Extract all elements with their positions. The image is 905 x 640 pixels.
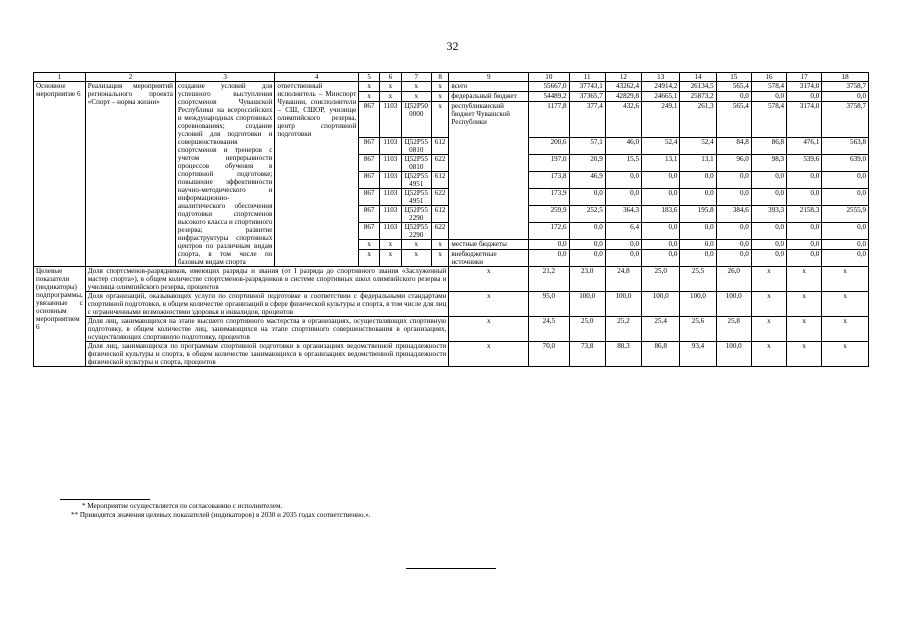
amount-value: 384,6	[716, 206, 751, 223]
indicators-heading: Целевые показатели (индикаторы) подпрограммы, увязанные с основным мероприятием 6	[34, 267, 86, 367]
indicator-value: 86,8	[642, 342, 680, 367]
amount-value: 259,9	[529, 206, 569, 223]
budget-code-section: 1103	[380, 138, 402, 155]
indicator-value: 80,3	[605, 342, 641, 367]
amount-value: 55667,0	[529, 82, 569, 92]
column-number-12: 12	[605, 73, 641, 82]
amount-value: 0,0	[751, 250, 786, 267]
funding-row	[34, 82, 869, 92]
footnote-1: * Мероприятие осуществляется по согласованию с исполнителем.	[82, 502, 283, 510]
amount-value: 0,0	[642, 223, 680, 240]
amount-value: 0,0	[787, 172, 822, 189]
budget-code-target: Ц52Р55 4951	[401, 189, 431, 206]
amount-value: 3758,7	[822, 102, 869, 138]
budget-code-section: x	[380, 240, 402, 250]
funding-source: федеральный бюджет	[449, 92, 529, 102]
indicator-value: 100,0	[569, 292, 605, 317]
amount-value: 172,6	[529, 223, 569, 240]
indicator-value: 25,2	[605, 317, 641, 342]
indicator-row	[34, 292, 869, 317]
indicator-unit-mark: x	[449, 342, 529, 367]
budget-code-grbs: x	[359, 92, 380, 102]
amount-value: 24665,1	[642, 92, 680, 102]
amount-value: 13,1	[642, 155, 680, 172]
end-rule	[406, 568, 496, 569]
budget-code-target: Ц52Р55 2290	[401, 223, 431, 240]
column-number-2: 2	[85, 73, 175, 82]
indicator-value: x	[787, 267, 822, 292]
indicator-value: x	[751, 342, 786, 367]
amount-value: 0,0	[569, 250, 605, 267]
amount-value: 578,4	[751, 102, 786, 138]
amount-value: 0,0	[822, 250, 869, 267]
amount-value: 0,0	[680, 250, 716, 267]
footnote-rule	[60, 499, 150, 500]
column-number-18: 18	[822, 73, 869, 82]
budget-code-expense: x	[431, 250, 449, 267]
amount-value: 565,4	[716, 82, 751, 92]
responsible-executor: ответственный исполнитель – Минспорт Чувашии, соисполнители – СШ, СШОР, училище олимпийского резерва, центр спортивной подготовки	[275, 82, 359, 267]
amount-value: 261,3	[680, 102, 716, 138]
amount-value: 98,3	[751, 155, 786, 172]
amount-value: 377,4	[569, 102, 605, 138]
indicator-value: 25,5	[680, 267, 716, 292]
budget-code-section: 1103	[380, 189, 402, 206]
amount-value: 0,0	[642, 240, 680, 250]
measure-code: Основное мероприятие 6	[34, 82, 86, 267]
indicator-unit-mark: x	[449, 317, 529, 342]
funding-source: внебюджетные источники	[449, 250, 529, 267]
measure-goals: создание условий для успешного выступления спортсменов Чувашской Республики на всероссийских и международных спортивных соревнованиях; создание условий для подготовки и совершенствования спортсменов и тренеров с учетом непрерывности процессов обучения в спортивной подготовке; повышение эффективности научно-методического и информационно-аналитического обеспечения подготовки спортсменов высокого класса и спортивного резерва; развитие инфраструктуры спортивных центров по различным видам спорта, в том числе по базовым видам спорта	[175, 82, 274, 267]
column-number-8: 8	[431, 73, 449, 82]
funding-source: местные бюджеты	[449, 240, 529, 250]
amount-value: 0,0	[822, 189, 869, 206]
budget-code-section: x	[380, 92, 402, 102]
amount-value: 0,0	[642, 250, 680, 267]
amount-value: 0,0	[680, 240, 716, 250]
amount-value: 0,0	[569, 223, 605, 240]
indicator-value: 100,0	[642, 292, 680, 317]
indicator-value: 26,0	[716, 267, 751, 292]
budget-code-target: x	[401, 250, 431, 267]
column-number-5: 5	[359, 73, 380, 82]
amount-value: 84,8	[716, 138, 751, 155]
indicator-row	[34, 317, 869, 342]
indicator-row	[34, 267, 869, 292]
amount-value: 197,0	[529, 155, 569, 172]
indicator-value: 73,8	[569, 342, 605, 367]
indicator-value: 25,0	[569, 317, 605, 342]
budget-code-grbs: 867	[359, 155, 380, 172]
column-number-14: 14	[680, 73, 716, 82]
indicator-value: x	[751, 292, 786, 317]
budget-code-section: x	[380, 82, 402, 92]
budget-code-grbs: 867	[359, 189, 380, 206]
amount-value: 393,3	[751, 206, 786, 223]
indicator-value: 25,8	[716, 317, 751, 342]
budget-code-expense: x	[431, 92, 449, 102]
budget-code-target: x	[401, 240, 431, 250]
amount-value: 0,0	[787, 223, 822, 240]
amount-value: 195,8	[680, 206, 716, 223]
column-number-9: 9	[449, 73, 529, 82]
amount-value: 0,0	[605, 189, 641, 206]
page-number: 32	[446, 39, 459, 53]
footnote-2: ** Приводятся значения целевых показателей (индикаторов) в 2030 и 2035 годах соответственно.».	[71, 511, 371, 519]
indicator-value: x	[787, 342, 822, 367]
amount-value: 173,8	[529, 172, 569, 189]
amount-value: 0,0	[822, 240, 869, 250]
indicator-value: 93,4	[680, 342, 716, 367]
measure-title: Реализация мероприятий регионального проекта «Спорт – норма жизни»	[85, 82, 175, 267]
indicator-value: 23,0	[569, 267, 605, 292]
column-number-15: 15	[716, 73, 751, 82]
indicator-value: x	[751, 317, 786, 342]
budget-code-target: Ц52Р55 2290	[401, 206, 431, 223]
amount-value: 639,0	[822, 155, 869, 172]
budget-code-expense: 622	[431, 189, 449, 206]
column-number-row	[34, 73, 869, 82]
amount-value: 43262,4	[605, 82, 641, 92]
indicator-unit-mark: x	[449, 292, 529, 317]
indicator-value: 100,0	[605, 292, 641, 317]
amount-value: 0,0	[569, 189, 605, 206]
amount-value: 0,0	[787, 240, 822, 250]
amount-value: 432,6	[605, 102, 641, 138]
amount-value: 57,1	[569, 138, 605, 155]
amount-value: 0,0	[822, 92, 869, 102]
indicator-name: Доля организаций, оказывающих услуги по спортивной подготовке в соответствии с федеральными стандартами спортивной подготовки, в общем количестве организаций в сфере физической культуры и спорта, в том числе для лиц с ограниченными возможностями здоровья и инвалидов, процентов	[85, 292, 449, 317]
budget-code-target: x	[401, 82, 431, 92]
amount-value: 0,0	[680, 189, 716, 206]
amount-value: 563,8	[822, 138, 869, 155]
amount-value: 0,0	[605, 240, 641, 250]
budget-code-grbs: x	[359, 240, 380, 250]
amount-value: 3174,0	[787, 82, 822, 92]
budget-code-section: 1103	[380, 223, 402, 240]
budget-code-section: 1103	[380, 102, 402, 138]
indicator-value: x	[822, 342, 869, 367]
indicator-value: 95,0	[529, 292, 569, 317]
amount-value: 252,5	[569, 206, 605, 223]
amount-value: 24914,2	[642, 82, 680, 92]
amount-value: 54489,2	[529, 92, 569, 102]
amount-value: 1177,8	[529, 102, 569, 138]
amount-value: 200,6	[529, 138, 569, 155]
amount-value: 0,0	[716, 250, 751, 267]
amount-value: 3174,0	[787, 102, 822, 138]
budget-code-expense: 612	[431, 172, 449, 189]
amount-value: 37743,1	[569, 82, 605, 92]
amount-value: 0,0	[751, 172, 786, 189]
amount-value: 578,4	[751, 82, 786, 92]
amount-value: 0,0	[751, 240, 786, 250]
amount-value: 52,4	[680, 138, 716, 155]
column-number-6: 6	[380, 73, 402, 82]
budget-code-target: Ц52Р55 0810	[401, 155, 431, 172]
amount-value: 0,0	[642, 172, 680, 189]
funding-source: всего	[449, 82, 529, 92]
column-number-17: 17	[787, 73, 822, 82]
indicator-value: x	[787, 317, 822, 342]
amount-value: 0,0	[716, 172, 751, 189]
budget-code-grbs: 867	[359, 138, 380, 155]
amount-value: 0,0	[787, 250, 822, 267]
amount-value: 0,0	[716, 223, 751, 240]
amount-value: 0,0	[716, 240, 751, 250]
amount-value: 3758,7	[822, 82, 869, 92]
budget-code-target: Ц52Р50 0000	[401, 102, 431, 138]
indicator-value: x	[822, 292, 869, 317]
indicator-unit-mark: x	[449, 267, 529, 292]
table-body	[34, 73, 869, 367]
amount-value: 0,0	[605, 250, 641, 267]
column-number-11: 11	[569, 73, 605, 82]
indicator-value: 24,8	[605, 267, 641, 292]
amount-value: 0,0	[716, 92, 751, 102]
indicator-value: 25,6	[680, 317, 716, 342]
amount-value: 0,0	[822, 223, 869, 240]
indicator-value: x	[822, 267, 869, 292]
amount-value: 0,0	[680, 223, 716, 240]
amount-value: 0,0	[569, 240, 605, 250]
budget-code-expense: 622	[431, 155, 449, 172]
program-table	[33, 72, 869, 367]
budget-code-expense: x	[431, 240, 449, 250]
amount-value: 25873,2	[680, 92, 716, 102]
amount-value: 20,9	[569, 155, 605, 172]
indicator-value: x	[751, 267, 786, 292]
budget-code-section: 1103	[380, 206, 402, 223]
budget-code-target: Ц52Р55 4951	[401, 172, 431, 189]
column-number-3: 3	[175, 73, 274, 82]
budget-code-section: x	[380, 250, 402, 267]
indicator-name: Доля лиц, занимающихся на этапе высшего спортивного мастерства в организациях, осуществляющих спортивную подготовку, в общем количестве лиц, занимающихся на этапе спортивного совершенствования в организациях, осуществляющих спортивную подготовку, процентов	[85, 317, 449, 342]
amount-value: 0,0	[605, 172, 641, 189]
amount-value: 0,0	[787, 189, 822, 206]
column-number-13: 13	[642, 73, 680, 82]
amount-value: 0,0	[822, 172, 869, 189]
amount-value: 96,0	[716, 155, 751, 172]
budget-code-expense: x	[431, 102, 449, 138]
column-number-1: 1	[34, 73, 86, 82]
budget-code-expense: 622	[431, 223, 449, 240]
amount-value: 0,0	[529, 250, 569, 267]
amount-value: 0,0	[751, 92, 786, 102]
indicator-value: x	[822, 317, 869, 342]
column-number-4: 4	[275, 73, 359, 82]
indicator-value: 70,0	[529, 342, 569, 367]
indicator-value: 100,0	[716, 292, 751, 317]
amount-value: 2555,9	[822, 206, 869, 223]
amount-value: 26134,5	[680, 82, 716, 92]
indicator-row	[34, 342, 869, 367]
budget-code-section: 1103	[380, 172, 402, 189]
budget-code-expense: 612	[431, 206, 449, 223]
indicator-value: 24,5	[529, 317, 569, 342]
budget-code-grbs: x	[359, 250, 380, 267]
amount-value: 183,6	[642, 206, 680, 223]
amount-value: 0,0	[751, 189, 786, 206]
budget-code-section: 1103	[380, 155, 402, 172]
amount-value: 15,5	[605, 155, 641, 172]
amount-value: 86,8	[751, 138, 786, 155]
budget-code-target: x	[401, 92, 431, 102]
indicator-value: 100,0	[680, 292, 716, 317]
amount-value: 37365,7	[569, 92, 605, 102]
amount-value: 13,1	[680, 155, 716, 172]
column-number-16: 16	[751, 73, 786, 82]
amount-value: 0,0	[787, 92, 822, 102]
amount-value: 0,0	[751, 223, 786, 240]
amount-value: 364,3	[605, 206, 641, 223]
amount-value: 46,0	[605, 138, 641, 155]
amount-value: 0,0	[642, 189, 680, 206]
amount-value: 476,1	[787, 138, 822, 155]
budget-code-grbs: 867	[359, 172, 380, 189]
indicator-value: 25,4	[642, 317, 680, 342]
amount-value: 42829,8	[605, 92, 641, 102]
amount-value: 46,9	[569, 172, 605, 189]
budget-code-expense: 612	[431, 138, 449, 155]
indicator-value: 25,0	[642, 267, 680, 292]
amount-value: 249,1	[642, 102, 680, 138]
amount-value: 539,6	[787, 155, 822, 172]
funding-source: республиканский бюджет Чувашской Республики	[449, 102, 529, 240]
budget-code-grbs: 867	[359, 206, 380, 223]
column-number-7: 7	[401, 73, 431, 82]
amount-value: 173,9	[529, 189, 569, 206]
amount-value: 565,4	[716, 102, 751, 138]
budget-code-expense: x	[431, 82, 449, 92]
budget-code-grbs: 867	[359, 102, 380, 138]
budget-code-grbs: x	[359, 82, 380, 92]
amount-value: 0,0	[680, 172, 716, 189]
amount-value: 0,0	[529, 240, 569, 250]
budget-code-target: Ц52Р55 0810	[401, 138, 431, 155]
indicator-value: x	[787, 292, 822, 317]
amount-value: 6,4	[605, 223, 641, 240]
indicator-value: 21,2	[529, 267, 569, 292]
footnotes	[60, 502, 371, 520]
amount-value: 2158,3	[787, 206, 822, 223]
indicator-value: 100,0	[716, 342, 751, 367]
amount-value: 0,0	[716, 189, 751, 206]
budget-code-grbs: 867	[359, 223, 380, 240]
column-number-10: 10	[529, 73, 569, 82]
amount-value: 52,4	[642, 138, 680, 155]
indicator-name: Доля лиц, занимающихся по программам спортивной подготовки в организациях ведомственной принадлежности физической культуры и спорта, в общем количестве занимающихся в организациях ведомственной принадлежности физической культуры и спорта, процентов	[85, 342, 449, 367]
indicator-name: Доля спортсменов-разрядников, имеющих разряды и звания (от I разряда до спортивного звания «Заслуженный мастер спорта»), в общем количестве спортсменов-разрядников в системе спортивных школ олимпийского резерва и училища олимпийского резерва, процентов	[85, 267, 449, 292]
